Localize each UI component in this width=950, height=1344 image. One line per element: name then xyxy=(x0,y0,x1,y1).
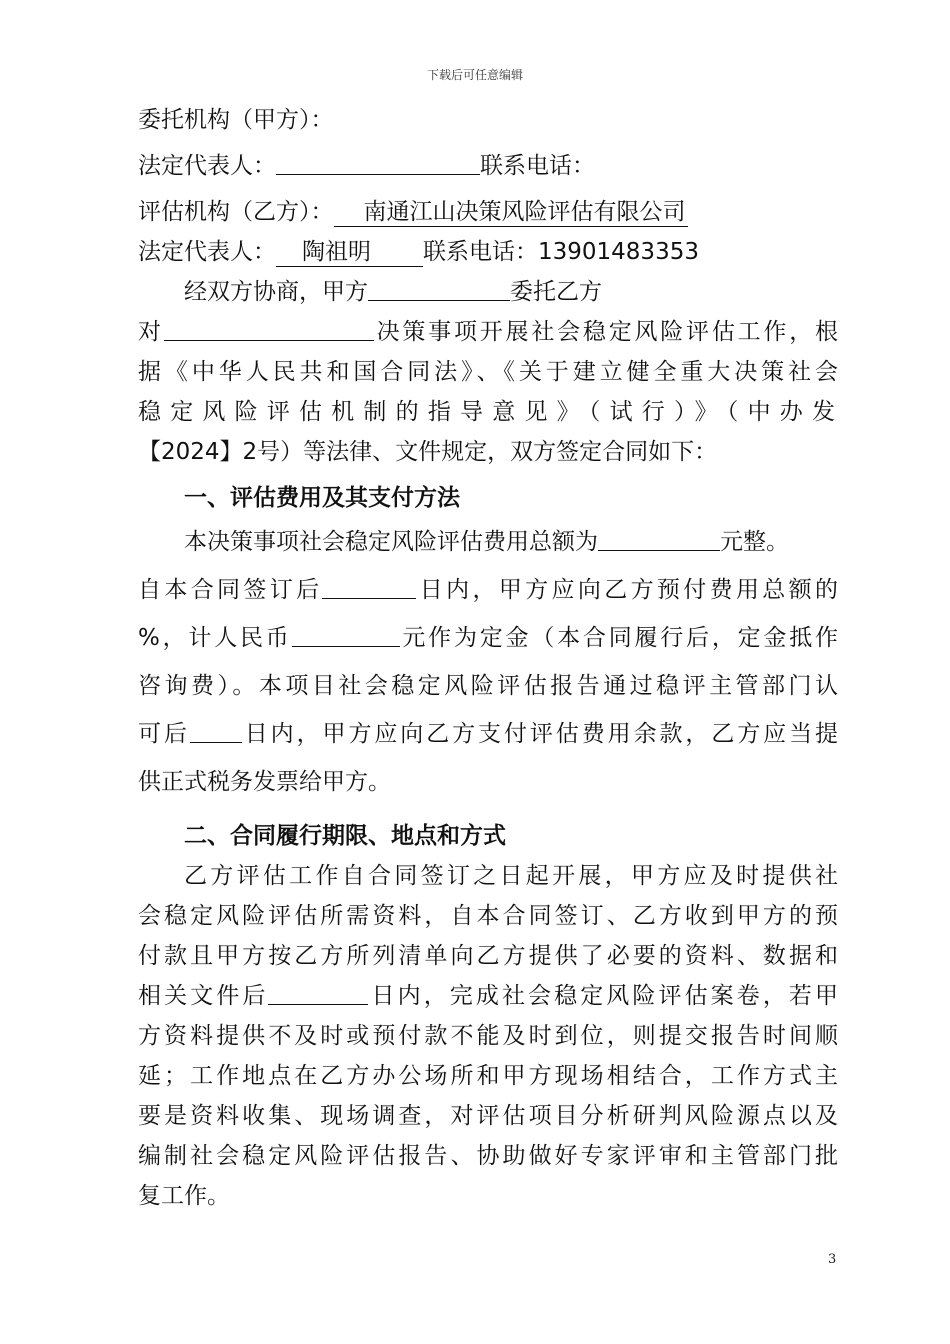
party-b-rep-label: 法定代表人： xyxy=(138,239,276,265)
party-b-phone-label: 联系电话： xyxy=(423,239,538,265)
section-1-text: 可后 xyxy=(138,721,190,747)
section-2-line-3: 付款且甲方按乙方所列清单向乙方提供了必要的资料、数据和 xyxy=(138,943,838,969)
section-2-line-2: 会稳定风险评估所需资料，自本合同签订、乙方收到甲方的预 xyxy=(138,903,838,929)
intro-text: 决策事项开展社会稳定风险评估工作，根 xyxy=(373,319,839,345)
section-2-line-7: 要是资料收集、现场调查，对评估项目分析研判风险源点以及 xyxy=(138,1103,838,1129)
party-b-line xyxy=(138,192,838,232)
section-2-text: 日内，完成社会稳定风险评估案卷，若甲 xyxy=(368,983,839,1009)
section-2-line-5: 方资料提供不及时或预付款不能及时到位，则提交报告时间顺 xyxy=(138,1023,838,1049)
party-b-rep-line xyxy=(138,232,838,272)
section-1-text: 自本合同签订后 xyxy=(138,577,323,603)
section-2-line-9: 复工作。 xyxy=(138,1183,230,1209)
section-2-line-4 xyxy=(138,976,838,1016)
page-number: 3 xyxy=(828,1252,837,1267)
completion-days-blank[interactable] xyxy=(268,977,368,1005)
section-2-line-6: 延；工作地点在乙方办公场所和甲方现场相结合，工作方式主 xyxy=(138,1063,838,1089)
intro-text: 经双方协商，甲方 xyxy=(184,279,368,305)
deposit-amount-blank[interactable] xyxy=(292,619,400,647)
section-1-line-3 xyxy=(138,614,838,662)
section-2-title: 二、合同履行期限、地点和方式 xyxy=(184,823,506,849)
party-b-label: 评估机构（乙方）： xyxy=(138,199,334,225)
section-2-body xyxy=(138,856,838,1216)
section-1-text: 本决策事项社会稳定风险评估费用总额为 xyxy=(184,529,598,555)
section-1-text: %，计人民币 xyxy=(138,625,292,651)
section-1-text: 日内，甲方应向乙方预付费用总额的 xyxy=(416,577,839,603)
intro-project-blank[interactable] xyxy=(164,313,374,341)
party-a-rep-label: 法定代表人： xyxy=(138,153,276,179)
section-1-text: 日内，甲方应向乙方支付评估费用余款，乙方应当提 xyxy=(241,721,839,747)
total-fee-blank[interactable] xyxy=(598,523,720,551)
party-a-phone-label: 联系电话： xyxy=(480,153,595,179)
party-b-name: 南通江山决策风险评估有限公司 xyxy=(334,199,688,227)
intro-line-1 xyxy=(138,272,838,312)
section-2-text: 相关文件后 xyxy=(138,983,269,1009)
intro-line-3: 据《中华人民共和国合同法》、《关于建立健全重大决策社会 xyxy=(138,359,838,385)
party-b-phone: 13901483353 xyxy=(538,239,699,265)
section-1-title: 一、评估费用及其支付方法 xyxy=(184,485,460,511)
section-1-line-4: 咨询费）。本项目社会稳定风险评估报告通过稳评主管部门认 xyxy=(138,673,838,699)
section-1-line-5 xyxy=(138,710,838,758)
intro-text: 对 xyxy=(138,319,164,345)
header-note: 下载后可任意编辑 xyxy=(426,68,523,82)
intro-line-5: 【2024】2号）等法律、文件规定，双方签定合同如下： xyxy=(138,439,718,465)
intro-line-2 xyxy=(138,312,838,352)
section-1-line-6: 供正式税务发票给甲方。 xyxy=(138,769,391,795)
section-1-text: 元作为定金（本合同履行后，定金抵作 xyxy=(399,625,839,651)
section-1-text: 元整。 xyxy=(720,529,789,555)
party-a-label: 委托机构（甲方）： xyxy=(138,107,334,133)
section-1-line-1 xyxy=(138,518,838,566)
intro-party-a-blank[interactable] xyxy=(368,273,510,301)
prepay-days-blank[interactable] xyxy=(322,571,416,599)
section-1-body xyxy=(138,518,838,806)
party-b-rep-name: 陶祖明 xyxy=(276,239,423,267)
intro-text: 委托乙方 xyxy=(510,279,602,305)
section-2-line-8: 编制社会稳定风险评估报告、协助做好专家评审和主管部门批 xyxy=(138,1143,838,1169)
party-a-rep-blank[interactable] xyxy=(276,147,480,175)
section-1-line-2 xyxy=(138,566,838,614)
contract-body xyxy=(138,100,838,1216)
section-2-line-1: 乙方评估工作自合同签订之日起开展，甲方应及时提供社 xyxy=(184,863,838,889)
party-a-line xyxy=(138,100,838,140)
intro-line-4: 稳定风险评估机制的指导意见》（试行）》（中办发 xyxy=(138,399,838,425)
balance-days-blank[interactable] xyxy=(190,715,242,743)
party-a-rep-line xyxy=(138,146,838,186)
